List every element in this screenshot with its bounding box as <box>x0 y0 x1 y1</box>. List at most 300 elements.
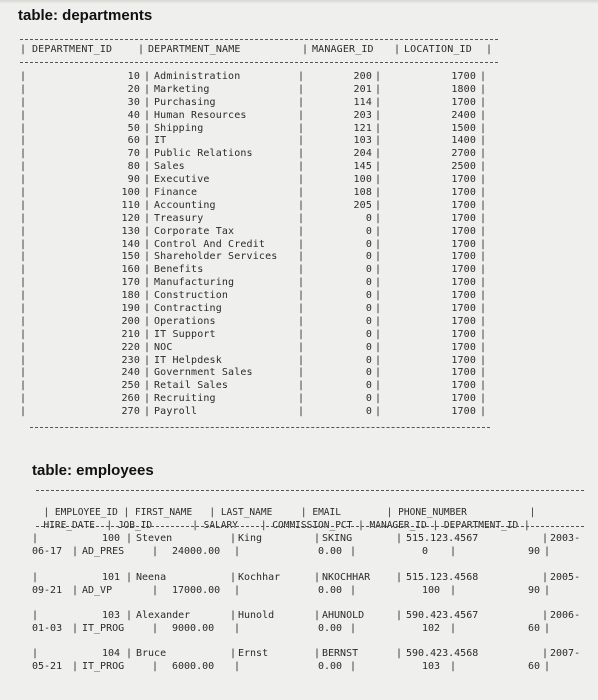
row-sep: | <box>20 303 27 315</box>
column-header-manager-id: MANAGER_ID <box>312 44 374 55</box>
employees-header-line-2 <box>32 509 530 531</box>
row-sep: | <box>144 161 151 173</box>
employees-header-rule <box>36 526 584 527</box>
row-sep: | <box>480 109 487 121</box>
cell-location-id: 1700 <box>451 264 476 276</box>
row-sep: | <box>144 187 151 199</box>
cell-location-id: 1700 <box>451 212 476 224</box>
row-sep: | <box>480 315 487 327</box>
row-sep: | <box>375 251 382 263</box>
header-sep: | <box>518 520 530 531</box>
cell-manager-id: 200 <box>353 71 372 82</box>
cell-department-id: 110 <box>121 199 140 211</box>
row-sep: | <box>32 533 39 544</box>
cell-department-name: Manufacturing <box>154 277 235 289</box>
cell-location-id: 1700 <box>451 199 476 211</box>
row-sep: | <box>298 225 305 237</box>
row-sep: | <box>152 623 159 634</box>
row-sep: | <box>480 199 487 211</box>
cell-location-id: 1400 <box>451 135 476 147</box>
table-row <box>20 276 498 289</box>
row-sep: | <box>480 406 487 418</box>
row-sep: | <box>450 623 457 634</box>
cell-employee-id: 103 <box>102 610 121 621</box>
cell-hire-date-monthday: 06-17 <box>32 546 63 557</box>
cell-department-name: Finance <box>154 187 198 199</box>
header-sep: | <box>340 507 399 518</box>
column-header-employee-id: EMPLOYEE_ID <box>54 507 118 518</box>
row-sep: | <box>450 546 457 557</box>
departments-header-rule <box>20 62 498 63</box>
cell-department-id: 150 <box>121 251 140 263</box>
departments-table-body <box>20 70 498 418</box>
row-sep: | <box>542 572 549 583</box>
table-row <box>20 160 498 173</box>
cell-manager-id: 0 <box>365 367 372 379</box>
row-sep: | <box>298 303 305 315</box>
row-sep: | <box>375 199 382 211</box>
cell-location-id: 1700 <box>451 71 476 82</box>
row-sep: | <box>298 367 305 379</box>
column-header-last-name: LAST_NAME <box>220 507 273 518</box>
row-sep: | <box>480 225 487 237</box>
cell-manager-id: 103 <box>422 661 441 672</box>
cell-manager-id: 0 <box>365 328 372 340</box>
row-sep: | <box>298 148 305 160</box>
row-sep: | <box>144 354 151 366</box>
cell-department-id: 100 <box>121 187 140 199</box>
row-sep: | <box>375 122 382 134</box>
cell-department-name: Payroll <box>154 406 198 418</box>
row-sep: | <box>20 354 27 366</box>
cell-department-id: 210 <box>121 328 140 340</box>
row-sep: | <box>144 212 151 224</box>
cell-department-name: Public Relations <box>154 148 253 160</box>
departments-top-rule <box>20 39 498 40</box>
table-row <box>20 134 498 147</box>
row-sep: | <box>480 341 487 353</box>
row-sep: | <box>32 610 39 621</box>
row-sep: | <box>298 354 305 366</box>
cell-manager-id: 103 <box>353 135 372 147</box>
row-sep: | <box>152 661 159 672</box>
header-sep: | <box>272 507 313 518</box>
table-row <box>20 147 498 160</box>
row-sep: | <box>450 661 457 672</box>
row-sep: | <box>480 71 487 82</box>
cell-salary: 9000.00 <box>172 623 215 634</box>
row-sep: | <box>314 610 321 621</box>
cell-manager-id: 0 <box>365 277 372 289</box>
header-sep: | <box>138 44 145 55</box>
cell-job-id: AD_PRES <box>82 546 125 557</box>
row-sep: | <box>375 174 382 186</box>
cell-commission-pct: 0.00 <box>318 546 343 557</box>
cell-manager-id: 0 <box>365 251 372 263</box>
row-sep: | <box>480 212 487 224</box>
row-sep: | <box>375 96 382 108</box>
row-sep: | <box>144 315 151 327</box>
cell-department-id: 180 <box>121 290 140 302</box>
table-row <box>20 366 498 379</box>
employees-heading: table: employees <box>32 462 154 479</box>
cell-department-id: 120 <box>121 212 140 224</box>
row-sep: | <box>480 277 487 289</box>
row-sep: | <box>298 122 305 134</box>
cell-manager-id: 203 <box>353 109 372 121</box>
cell-department-id: 260 <box>121 393 140 405</box>
row-sep: | <box>298 109 305 121</box>
row-sep: | <box>144 96 151 108</box>
header-sep: | <box>302 44 309 55</box>
row-sep: | <box>72 585 79 596</box>
row-sep: | <box>144 341 151 353</box>
cell-department-name: Contracting <box>154 303 222 315</box>
row-sep: | <box>375 328 382 340</box>
row-sep: | <box>480 303 487 315</box>
row-sep: | <box>298 328 305 340</box>
row-sep: | <box>480 96 487 108</box>
cell-department-id: 270 <box>121 406 140 418</box>
cell-last-name: Hunold <box>238 610 275 621</box>
cell-phone-number: 515.123.4568 <box>406 572 479 583</box>
row-sep: | <box>72 623 79 634</box>
column-header-job-id: JOB_ID <box>117 520 153 531</box>
row-sep: | <box>20 406 27 418</box>
row-sep: | <box>72 661 79 672</box>
cell-salary: 6000.00 <box>172 661 215 672</box>
cell-department-name: Marketing <box>154 83 210 95</box>
cell-department-id: 250 <box>121 380 140 392</box>
row-sep: | <box>396 533 403 544</box>
cell-department-name: Executive <box>154 174 210 186</box>
row-sep: | <box>144 148 151 160</box>
row-sep: | <box>375 354 382 366</box>
row-sep: | <box>144 225 151 237</box>
cell-department-id: 140 <box>121 238 140 250</box>
cell-department-id: 70 <box>127 148 140 160</box>
row-sep: | <box>375 225 382 237</box>
cell-department-name: Recruiting <box>154 393 216 405</box>
cell-salary: 24000.00 <box>172 546 221 557</box>
cell-department-name: Sales <box>154 161 185 173</box>
row-sep: | <box>32 572 39 583</box>
row-sep: | <box>396 610 403 621</box>
header-sep: | <box>94 520 118 531</box>
cell-location-id: 1700 <box>451 380 476 392</box>
employee-record <box>32 610 592 640</box>
row-sep: | <box>144 238 151 250</box>
row-sep: | <box>375 380 382 392</box>
row-sep: | <box>234 623 241 634</box>
cell-location-id: 1700 <box>451 225 476 237</box>
row-sep: | <box>298 135 305 147</box>
column-header-phone-number: PHONE_NUMBER <box>398 507 467 518</box>
cell-employee-id: 101 <box>102 572 121 583</box>
cell-department-id: 170 <box>121 277 140 289</box>
cell-employee-id: 104 <box>102 648 121 659</box>
cell-email: NKOCHHAR <box>322 572 371 583</box>
row-sep: | <box>126 533 133 544</box>
cell-manager-id: 0 <box>422 546 429 557</box>
cell-manager-id: 100 <box>422 585 441 596</box>
row-sep: | <box>20 367 27 379</box>
row-sep: | <box>20 199 27 211</box>
table-row <box>20 302 498 315</box>
table-row <box>20 122 498 135</box>
row-sep: | <box>298 83 305 95</box>
row-sep: | <box>20 264 27 276</box>
row-sep: | <box>230 610 237 621</box>
row-sep: | <box>144 277 151 289</box>
cell-department-id: 90 <box>528 546 541 557</box>
cell-location-id: 1500 <box>451 122 476 134</box>
table-row <box>20 173 498 186</box>
row-sep: | <box>230 572 237 583</box>
cell-manager-id: 121 <box>353 122 372 134</box>
cell-department-id: 230 <box>121 354 140 366</box>
cell-last-name: King <box>238 533 263 544</box>
row-sep: | <box>480 251 487 263</box>
cell-location-id: 1700 <box>451 174 476 186</box>
row-sep: | <box>32 648 39 659</box>
cell-department-name: Control And Credit <box>154 238 266 250</box>
header-sep: | <box>20 44 27 55</box>
cell-hire-date-year: 2003- <box>550 533 581 544</box>
cell-job-id: IT_PROG <box>82 623 125 634</box>
cell-first-name: Steven <box>136 533 173 544</box>
row-sep: | <box>152 585 159 596</box>
row-sep: | <box>144 406 151 418</box>
cell-hire-date-monthday: 05-21 <box>32 661 63 672</box>
cell-department-name: Shipping <box>154 122 204 134</box>
row-sep: | <box>375 135 382 147</box>
header-sep: | <box>43 507 55 518</box>
row-sep: | <box>20 161 27 173</box>
table-row <box>20 289 498 302</box>
cell-department-id: 60 <box>528 623 541 634</box>
row-sep: | <box>375 71 382 82</box>
cell-department-name: Purchasing <box>154 96 216 108</box>
row-sep: | <box>375 161 382 173</box>
cell-department-name: Treasury <box>154 212 204 224</box>
row-sep: | <box>480 238 487 250</box>
cell-department-id: 90 <box>127 174 140 186</box>
row-sep: | <box>314 572 321 583</box>
row-sep: | <box>20 135 27 147</box>
cell-manager-id: 145 <box>353 161 372 173</box>
row-sep: | <box>480 380 487 392</box>
row-sep: | <box>230 533 237 544</box>
row-sep: | <box>350 623 357 634</box>
table-row <box>20 186 498 199</box>
cell-hire-date-monthday: 09-21 <box>32 585 63 596</box>
cell-department-id: 160 <box>121 264 140 276</box>
column-header-first-name: FIRST_NAME <box>135 507 193 518</box>
cell-manager-id: 0 <box>365 406 372 418</box>
row-sep: | <box>375 109 382 121</box>
row-sep: | <box>144 122 151 134</box>
row-sep: | <box>298 406 305 418</box>
cell-manager-id: 0 <box>365 354 372 366</box>
row-sep: | <box>375 367 382 379</box>
cell-location-id: 1700 <box>451 96 476 108</box>
cell-department-id: 10 <box>127 71 140 82</box>
row-sep: | <box>144 199 151 211</box>
row-sep: | <box>152 546 159 557</box>
cell-first-name: Bruce <box>136 648 167 659</box>
header-sep: | <box>426 520 444 531</box>
table-row <box>20 70 498 83</box>
row-sep: | <box>144 251 151 263</box>
row-sep: | <box>144 328 151 340</box>
cell-location-id: 2700 <box>451 148 476 160</box>
header-sep: | <box>117 507 135 518</box>
row-sep: | <box>542 648 549 659</box>
header-sep: | <box>192 507 221 518</box>
cell-location-id: 2500 <box>451 161 476 173</box>
row-sep: | <box>144 290 151 302</box>
row-sep: | <box>375 264 382 276</box>
cell-location-id: 1700 <box>451 187 476 199</box>
row-sep: | <box>234 661 241 672</box>
cell-location-id: 1700 <box>451 238 476 250</box>
row-sep: | <box>375 303 382 315</box>
cell-phone-number: 515.123.4567 <box>406 533 479 544</box>
table-row <box>20 405 498 418</box>
header-sep: | <box>152 520 204 531</box>
row-sep: | <box>144 135 151 147</box>
row-sep: | <box>314 533 321 544</box>
cell-department-name: Corporate Tax <box>154 225 235 237</box>
row-sep: | <box>375 212 382 224</box>
cell-department-id: 240 <box>121 367 140 379</box>
cell-department-id: 130 <box>121 225 140 237</box>
cell-department-name: IT Support <box>154 328 216 340</box>
row-sep: | <box>375 290 382 302</box>
row-sep: | <box>20 83 27 95</box>
cell-location-id: 1700 <box>451 328 476 340</box>
cell-department-id: 80 <box>127 161 140 173</box>
cell-department-id: 220 <box>121 341 140 353</box>
table-row <box>20 328 498 341</box>
row-sep: | <box>375 187 382 199</box>
cell-job-id: IT_PROG <box>82 661 125 672</box>
cell-department-name: NOC <box>154 341 173 353</box>
cell-department-id: 200 <box>121 315 140 327</box>
row-sep: | <box>20 148 27 160</box>
row-sep: | <box>126 610 133 621</box>
cell-department-name: Government Sales <box>154 367 253 379</box>
cell-department-id: 20 <box>127 83 140 95</box>
row-sep: | <box>298 264 305 276</box>
cell-manager-id: 0 <box>365 303 372 315</box>
row-sep: | <box>144 264 151 276</box>
row-sep: | <box>396 572 403 583</box>
row-sep: | <box>20 109 27 121</box>
cell-manager-id: 0 <box>365 264 372 276</box>
header-sep: | <box>486 44 493 55</box>
row-sep: | <box>480 122 487 134</box>
cell-hire-date-monthday: 01-03 <box>32 623 63 634</box>
row-sep: | <box>375 238 382 250</box>
row-sep: | <box>375 341 382 353</box>
cell-department-id: 30 <box>127 96 140 108</box>
cell-department-id: 60 <box>528 661 541 672</box>
row-sep: | <box>375 277 382 289</box>
employee-record <box>32 648 592 678</box>
row-sep: | <box>20 290 27 302</box>
row-sep: | <box>480 187 487 199</box>
row-sep: | <box>298 212 305 224</box>
cell-job-id: AD_VP <box>82 585 113 596</box>
cell-location-id: 2400 <box>451 109 476 121</box>
column-header-hire-date: HIRE_DATE <box>43 520 95 531</box>
row-sep: | <box>20 315 27 327</box>
table-row <box>20 250 498 263</box>
page-top-edge <box>0 0 598 4</box>
row-sep: | <box>234 546 241 557</box>
cell-manager-id: 205 <box>353 199 372 211</box>
row-sep: | <box>544 623 551 634</box>
cell-commission-pct: 0.00 <box>318 623 343 634</box>
row-sep: | <box>144 109 151 121</box>
row-sep: | <box>350 546 357 557</box>
column-header-department-id: DEPARTMENT_ID <box>443 520 519 531</box>
row-sep: | <box>480 328 487 340</box>
cell-location-id: 1700 <box>451 290 476 302</box>
row-sep: | <box>480 83 487 95</box>
column-header-manager-id: MANAGER_ID <box>369 520 427 531</box>
row-sep: | <box>480 393 487 405</box>
row-sep: | <box>126 648 133 659</box>
row-sep: | <box>298 199 305 211</box>
cell-phone-number: 590.423.4568 <box>406 648 479 659</box>
row-sep: | <box>20 187 27 199</box>
column-header-department-name: DEPARTMENT_NAME <box>148 44 241 55</box>
row-sep: | <box>375 315 382 327</box>
row-sep: | <box>144 380 151 392</box>
departments-bottom-rule <box>30 427 490 428</box>
cell-department-name: IT Helpdesk <box>154 354 222 366</box>
row-sep: | <box>20 122 27 134</box>
cell-phone-number: 590.423.4567 <box>406 610 479 621</box>
table-row <box>20 212 498 225</box>
table-row <box>20 341 498 354</box>
row-sep: | <box>298 380 305 392</box>
cell-hire-date-year: 2005- <box>550 572 581 583</box>
row-sep: | <box>298 315 305 327</box>
row-sep: | <box>480 135 487 147</box>
cell-department-name: Human Resources <box>154 109 247 121</box>
row-sep: | <box>144 71 151 82</box>
header-sep: | <box>237 520 273 531</box>
row-sep: | <box>234 585 241 596</box>
row-sep: | <box>20 380 27 392</box>
row-sep: | <box>375 83 382 95</box>
cell-manager-id: 100 <box>353 174 372 186</box>
departments-heading: table: departments <box>18 7 153 24</box>
cell-department-name: Construction <box>154 290 229 302</box>
cell-department-name: Administration <box>154 71 241 82</box>
cell-location-id: 1700 <box>451 354 476 366</box>
row-sep: | <box>144 393 151 405</box>
row-sep: | <box>298 393 305 405</box>
row-sep: | <box>314 648 321 659</box>
cell-department-name: Shareholder Services <box>154 251 278 263</box>
row-sep: | <box>298 277 305 289</box>
cell-email: SKING <box>322 533 353 544</box>
